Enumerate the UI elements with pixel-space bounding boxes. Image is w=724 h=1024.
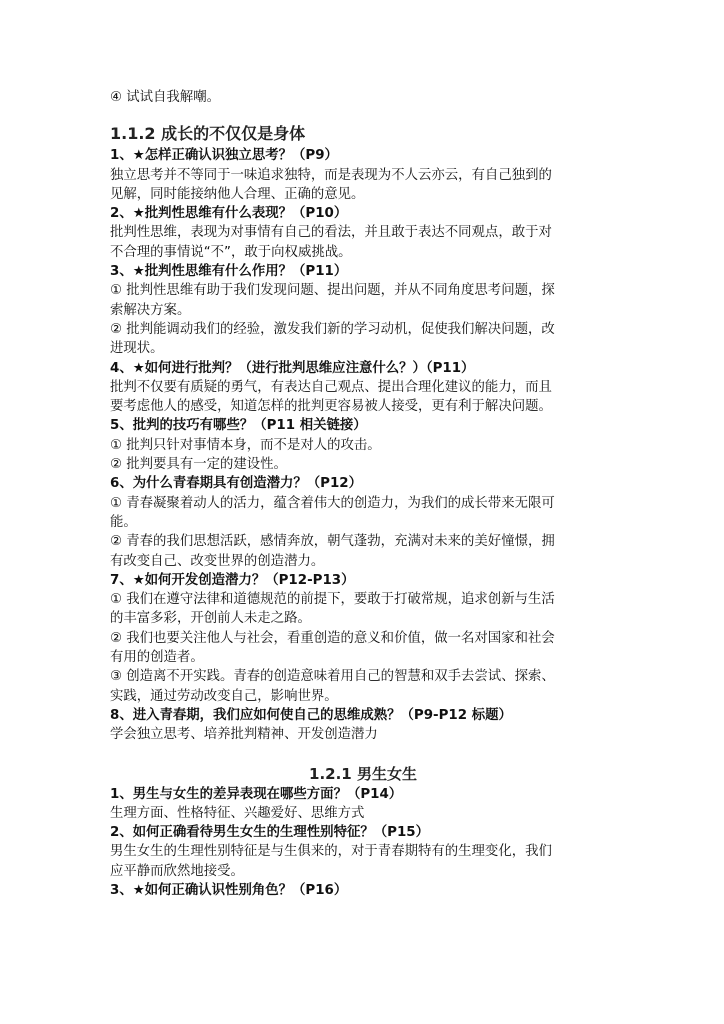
answer-line: ② 我们也要关注他人与社会，看重创造的意义和价值，做一名对国家和社会 <box>110 630 555 646</box>
question: 2、★批判性思维有什么表现？（P10） <box>110 206 348 222</box>
answer-line: ③ 创造离不开实践。青春的创造意味着用自己的智慧和双手去尝试、探索、 <box>110 669 555 685</box>
answer-line: 男生女生的生理性别特征是与生俱来的，对于青春期特有的生理变化，我们 <box>110 844 552 860</box>
question: 1、男生与女生的差异表现在哪些方面？（P14） <box>110 786 403 802</box>
answer-line: 应平静而欣然地接受。 <box>110 863 244 879</box>
question: 6、为什么青春期具有创造潜力？（P12） <box>110 476 363 492</box>
answer-line: ② 批判要具有一定的建设性。 <box>110 457 287 473</box>
question: 1、★怎样正确认识独立思考？（P9） <box>110 148 338 164</box>
document-page <box>110 88 616 900</box>
answer-line: ① 批判只针对事情本身，而不是对人的攻击。 <box>110 437 381 453</box>
question: 8、进入青春期，我们应如何使自己的思维成熟？（P9-P12 标题） <box>110 707 512 723</box>
answer-line: ① 青春凝聚着动人的活力，蕴含着伟大的创造力，为我们的成长带来无限可 <box>110 495 555 511</box>
answer-line: 批判性思维，表现为对事情有自己的看法，并且敢于表达不同观点，敢于对 <box>110 225 552 241</box>
answer-line: 索解决方案。 <box>110 302 191 318</box>
answer-line: ① 批判性思维有助于我们发现问题、提出问题，并从不同角度思考问题，探 <box>110 283 555 299</box>
answer-line: 的丰富多彩，开创前人未走之路。 <box>110 611 311 627</box>
answer-line: 批判不仅要有质疑的勇气，有表达自己观点、提出合理化建议的能力，而且 <box>110 379 552 395</box>
question: 5、批判的技巧有哪些？（P11 相关链接） <box>110 418 367 434</box>
answer-line: 实践，通过劳动改变自己，影响世界。 <box>110 688 338 704</box>
question: 3、★批判性思维有什么作用？（P11） <box>110 264 348 280</box>
answer-line: 不合理的事情说“不”，敢于向权威挑战。 <box>110 244 352 260</box>
answer-line: ① 我们在遵守法律和道德规范的前提下，要敢于打破常规，追求创新与生活 <box>110 592 555 608</box>
section2-title: 1.2.1 男生女生 <box>309 764 417 783</box>
section1-title: 1.1.2 成长的不仅仅是身体 <box>110 124 306 144</box>
answer-line: 能。 <box>110 514 137 530</box>
answer-line: ② 青春的我们思想活跃，感情奔放，朝气蓬勃，充满对未来的美好憧憬，拥 <box>110 534 555 550</box>
answer-line: 要考虑他人的感受，知道怎样的批判更容易被人接受，更有利于解决问题。 <box>110 399 552 415</box>
answer-line: 见解，同时能接纳他人合理、正确的意见。 <box>110 186 365 202</box>
answer-line: 进现状。 <box>110 341 164 357</box>
answer-line: 生理方面、性格特征、兴趣爱好、思维方式 <box>110 805 365 821</box>
answer-line: ② 批判能调动我们的经验，激发我们新的学习动机，促使我们解决问题，改 <box>110 321 555 337</box>
question: 2、如何正确看待男生女生的生理性别特征？（P15） <box>110 825 429 841</box>
top-item: ④ 试试自我解嘲。 <box>110 90 220 105</box>
answer-line: 有改变自己、改变世界的创造潜力。 <box>110 553 325 569</box>
answer-line: 学会独立思考、培养批判精神、开发创造潜力 <box>110 727 378 743</box>
question: 4、★如何进行批判？（进行批判思维应注意什么？）（P11） <box>110 360 475 376</box>
answer-line: 独立思考并不等同于一味追求独特，而是表现为不人云亦云，有自己独到的 <box>110 167 552 183</box>
question: 3、★如何正确认识性别角色？（P16） <box>110 882 348 898</box>
question: 7、★如何开发创造潜力？（P12-P13） <box>110 572 355 588</box>
answer-line: 有用的创造者。 <box>110 650 204 666</box>
